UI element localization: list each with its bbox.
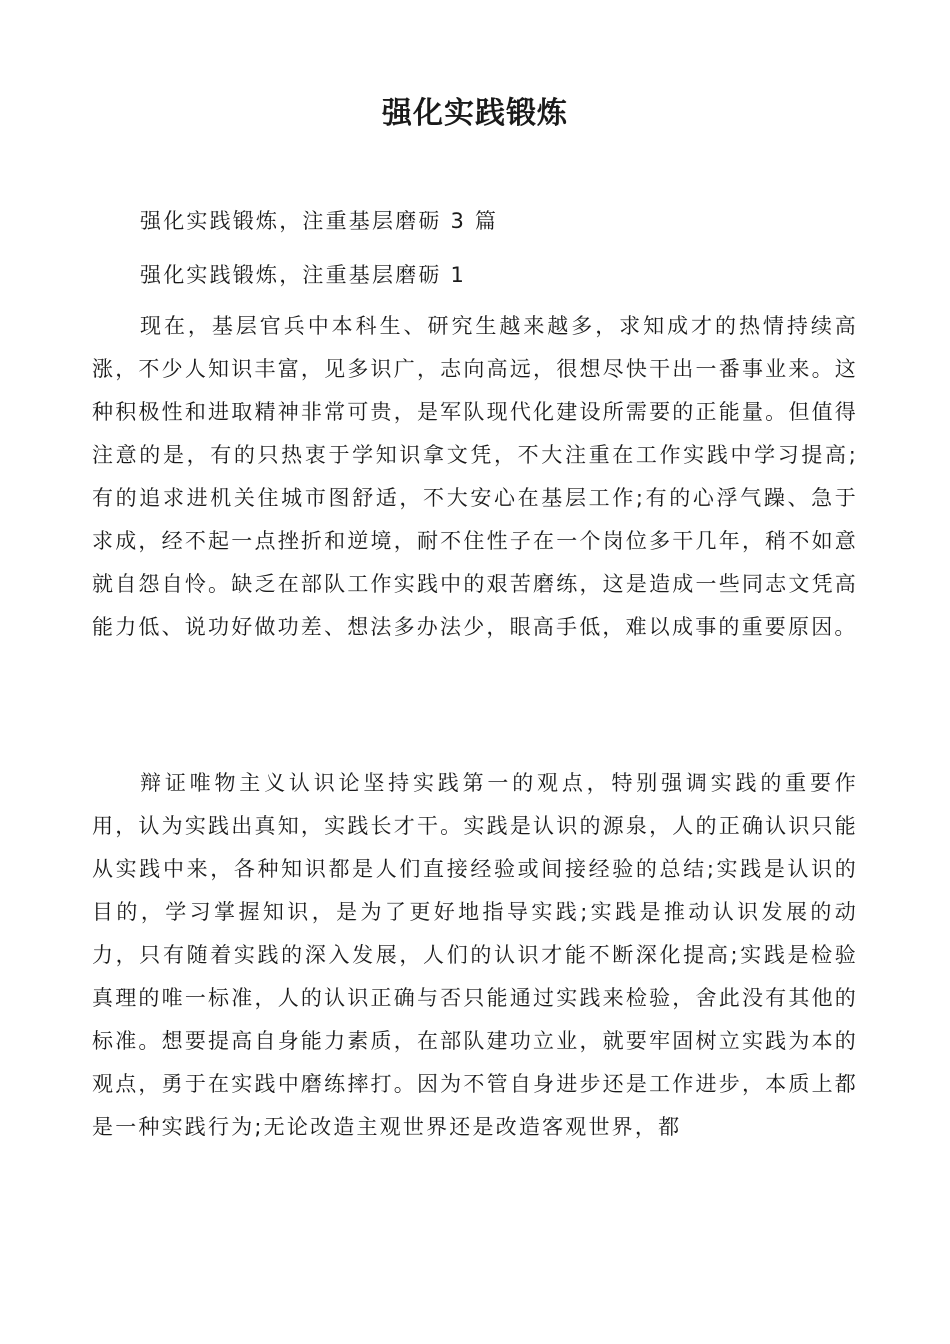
body-paragraph-1: 现在，基层官兵中本科生、研究生越来越多，求知成才的热情持续高涨，不少人知识丰富，见多识广，志向高远，很想尽快干出一番事业来。这种积极性和进取精神非常可贵，是军队现代化建设所需要的正能量。但值得注意的是，有的只热衷于学知识拿文凭，不大注重在工作实践中学习提高;有的追求进机关住城市图舒适，不大安心在基层工作;有的心浮气躁、急于求成，经不起一点挫折和逆境，耐不住性子在一个岗位多干几年，稍不如意就自怨自怜。缺乏在部队工作实践中的艰苦磨练，这是造成一些同志文凭高能力低、说功好做功差、想法多办法少，眼高手低，难以成事的重要原因。 [92,314,858,639]
document-subtitle-part: 强化实践锻炼，注重基层磨砺 1 [140,263,467,287]
document-title: 强化实践锻炼 [382,96,568,131]
body-paragraph-2: 辩证唯物主义认识论坚持实践第一的观点，特别强调实践的重要作用，认为实践出真知，实践长才干。实践是认识的源泉，人的正确认识只能从实践中来，各种知识都是人们直接经验或间接经验的总结;实践是认识的目的，学习掌握知识，是为了更好地指导实践;实践是推动认识发展的动力，只有随着实践的深入发展，人们的认识才能不断深化提高;实践是检验真理的唯一标准，人的认识正确与否只能通过实践来检验，舍此没有其他的标准。想要提高自身能力素质，在部队建功立业，就要牢固树立实践为本的观点，勇于在实践中磨练摔打。因为不管自身进步还是工作进步，本质上都是一种实践行为;无论改造主观世界还是改造客观世界，都 [92,771,858,1139]
document-subtitle-count: 强化实践锻炼，注重基层磨砺 3 篇 [140,209,499,233]
